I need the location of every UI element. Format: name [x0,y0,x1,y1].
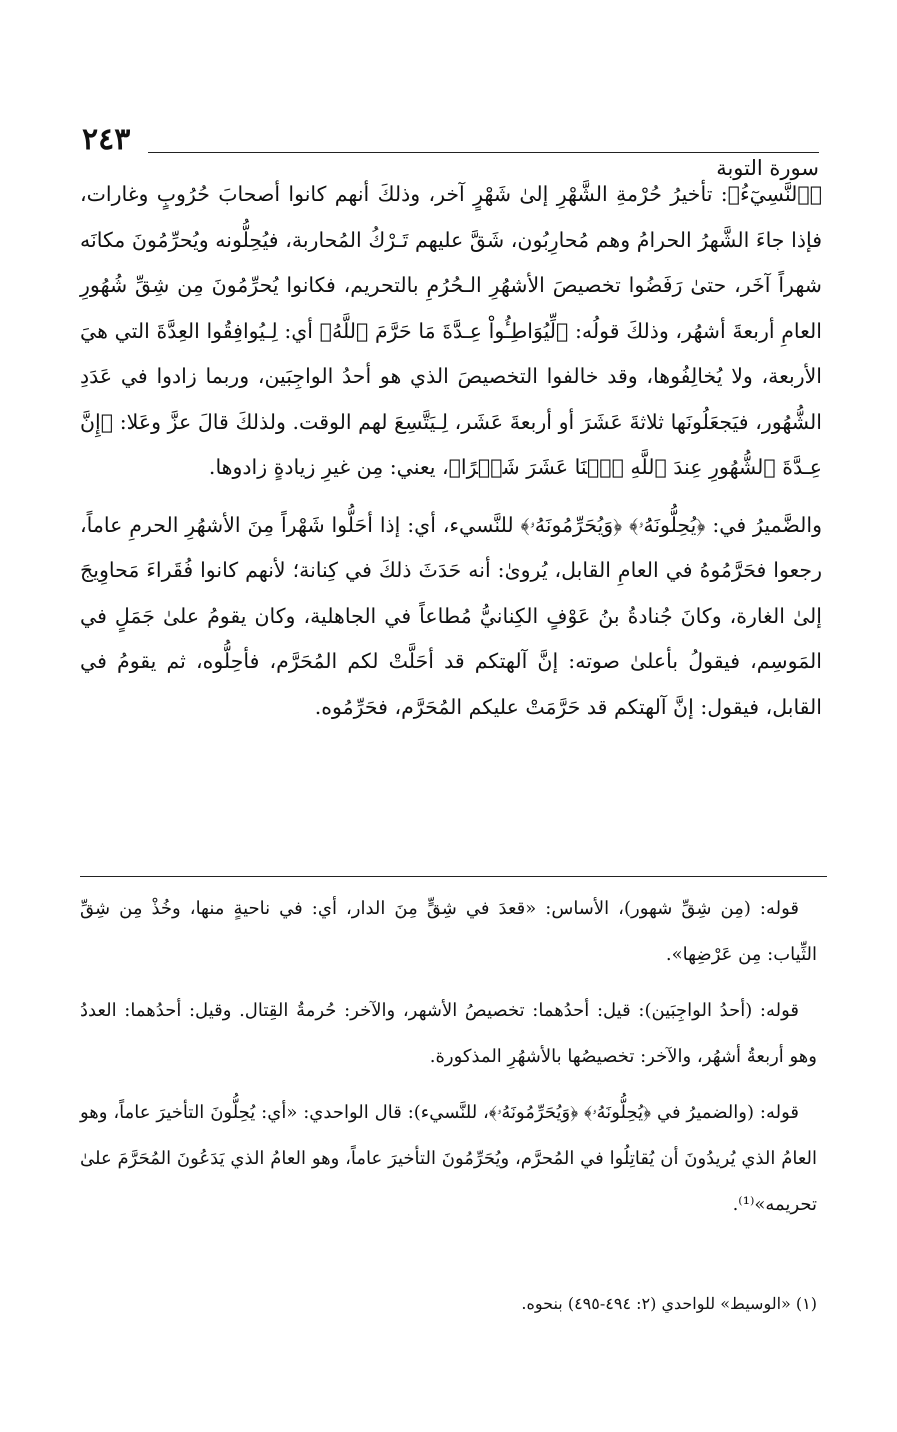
marginal-notes [80,886,817,1228]
header-rule [148,152,819,153]
page-number: ٢٤٣ [82,122,131,157]
note-paragraph: قوله: (أحدُ الواجِبَين): قيل: أحدُهما: تخصيصُ الأشهر، والآخر: حُرمةُ القِتال. وقيل: أحدُهما: العددُ وهو أربعةُ أشهُر، والآخر: تخصيصُها بالأشهُرِ المذكورة. [80,1000,817,1067]
note-paragraph: قوله: (مِن شِقِّ شهور)، الأساس: «قعدَ في شِقٍّ مِنَ الدار، أي: في ناحيةٍ منها، وخُذْ مِن شِقِّ الثِّياب: مِن عَرْضِها». [80,898,817,965]
commentary-divider [80,876,827,877]
main-paragraph: والضَّميرُ في: ﴿يُحِلُّونَهُۥ﴾ ﴿وَيُحَرِّمُونَهُۥ﴾ للنَّسيء، أي: إذا أحَلُّوا شَهْراً مِنَ الأشهُرِ الحرمِ عاماً، رجعوا فحَرَّمُوهُ في العامِ القابل، يُروىٰ: أنه حَدَثَ ذلكَ في كِنانة؛ لأنهم كانوا فُقَراءَ مَحاوِيجَ إلىٰ الغارة، وكانَ جُنادةُ بنُ عَوْفٍ الكِنانيُّ مُطاعاً في الجاهلية، وكان يقومُ علىٰ جَمَلٍ في المَوسِم، فيقولُ بأعلىٰ صوته: إنَّ آلهتكم قد أحَلَّتْ لكم المُحَرَّم، فأحِلُّوه، ثم يقومُ في القابل، فيقول: إنَّ آلهتكم قد حَرَّمَتْ عليكم المُحَرَّم، فحَرِّمُوه. [80,512,822,719]
footnote: (١) «الوسيط» للواحدي (٢: ٤٩٤-٤٩٥) بنحوه. [521,1294,817,1313]
main-paragraph: ﴿ٱلنَّسِيٓءُ﴾: تأخيرُ حُرْمةِ الشَّهْرِ إلىٰ شَهْرٍ آخر، وذلكَ أنهم كانوا أصحابَ حُرُوبٍ وغارات، فإذا جاءَ الشَّهرُ الحرامُ وهم مُحارِبُون، شَقَّ عليهم تَـرْكُ المُحاربة، فيُحِلُّونه ويُحرِّمُونَ مكانَه شهراً آخَر، حتىٰ رَفَضُوا تخصيصَ الأشهُرِ الـحُرُمِ بالتحريم، فكانوا يُحرِّمُونَ مِن شِقِّ شُهُورِ العامِ أربعةَ أشهُر، وذلكَ قولُه: ﴿لِّيُوَاطِـُٔواْ عِـدَّةَ مَا حَرَّمَ ٱللَّهُ﴾ أي: لِـيُوافِقُوا العِدَّةَ التي هيَ الأربعة، ولا يُخالِفُوها، وقد خالفوا التخصيصَ الذي هو أحدُ الواجِبَين، وربما زادوا في عَدَدِ الشُّهُور، فيَجعَلُونَها ثلاثةَ عَشَرَ أو أربعةَ عَشَر، لِـيَتَّسِعَ لهم الوقت. ولذلكَ قالَ عزَّ وعَلا: ﴿إِنَّ عِـدَّةَ ٱلشُّهُورِ عِندَ ٱللَّهِ ٱثۡنَا عَشَرَ شَهۡرًا﴾، يعني: مِن غيرِ زيادةٍ زادوها. [80,182,822,479]
main-commentary [80,172,822,730]
note-paragraph: قوله: (والضميرُ في ﴿يُحِلُّونَهُۥ﴾ ﴿وَيُحَرِّمُونَهُۥ﴾، للنَّسيء): قال الواحدي: «أي: يُحِلُّونَ التأخيرَ عاماً، وهو العامُ الذي يُريدُونَ أن يُقاتِلُوا في المُحرَّم، ويُحَرِّمُونَ التأخيرَ عاماً، وهو العامُ الذي يَدَعُونَ المُحَرَّمَ علىٰ تحريمه»⁽¹⁾. [80,1102,817,1215]
surah-title: سورة التوبة [716,156,819,180]
